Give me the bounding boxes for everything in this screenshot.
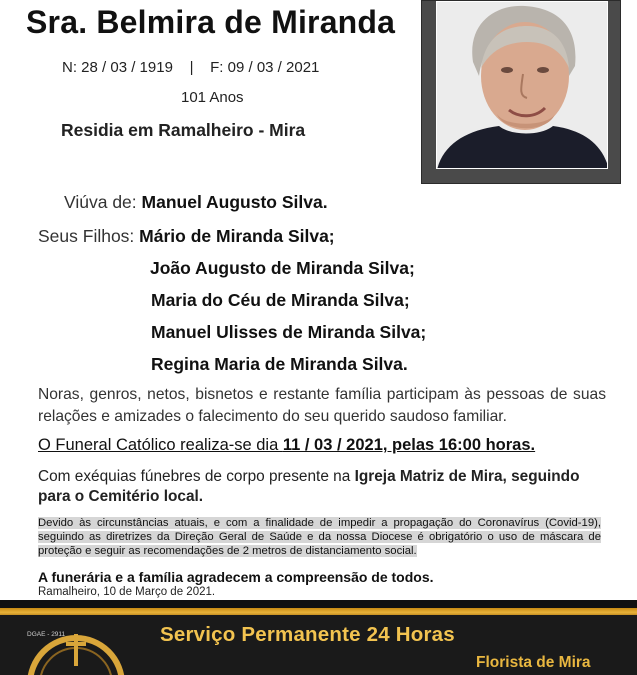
funeral-prefix: O Funeral Católico realiza-se dia <box>38 436 283 454</box>
covid-notice-text: Devido às circunstâncias atuais, e com a finalidade de impedir a propagação do Coronavírus (Covid-19), seguindo as diretrizes da Direção Geral de Saúde e da nossa Diocese é obrigatório o uso de máscara de proteção e seguir as recomendações de 2 metros de distanciamento social. <box>38 517 601 557</box>
child-name: João Augusto de Miranda Silva; <box>150 258 415 278</box>
child-name: Manuel Ulisses de Miranda Silva; <box>151 322 427 342</box>
elderly-woman-portrait <box>437 2 608 169</box>
portrait-frame <box>421 0 621 184</box>
exequies-info <box>38 467 608 507</box>
funeral-datetime: 11 / 03 / 2021, pelas 16:00 horas. <box>282 436 536 454</box>
exequies-place: Igreja Matriz de Mira, seguindo para o Cemitério local. <box>38 468 580 505</box>
portrait-photo <box>436 1 608 169</box>
age: 101 Anos <box>181 89 244 106</box>
family-announcement: Noras, genros, netos, bisnetos e restante família participam às pessoas de suas relações e amizades o falecimento do seu querido saudoso familiar. <box>38 386 606 425</box>
children-label: Seus Filhos: <box>38 226 135 246</box>
child-name: Maria do Céu de Miranda Silva; <box>151 290 410 310</box>
birth-death-dates: N: 28 / 03 / 1919 | F: 09 / 03 / 2021 <box>62 59 320 76</box>
license-number: DGAE - 2911 <box>27 631 66 638</box>
service-banner-text: Serviço Permanente 24 Horas <box>160 623 455 646</box>
place-date: Ramalheiro, 10 de Março de 2021. <box>38 586 216 598</box>
child-name: Regina Maria de Miranda Silva. <box>151 354 408 374</box>
child-name: Mário de Miranda Silva; <box>139 226 335 246</box>
spouse-name: Manuel Augusto Silva. <box>141 192 328 212</box>
deceased-name: Sra. Belmira de Miranda <box>26 4 396 40</box>
children-first-line <box>38 226 335 247</box>
funeral-info <box>38 436 535 455</box>
footer-banner <box>0 600 637 675</box>
spouse-line <box>64 192 328 213</box>
exequies-prefix: Com exéquias fúnebres de corpo presente na <box>38 468 355 485</box>
florist-name: Florista de Mira <box>476 654 591 671</box>
residence: Residia em Ramalheiro - Mira <box>61 120 306 140</box>
widow-label: Viúva de: <box>64 192 137 212</box>
thanks-message: A funerária e a família agradecem a compreensão de todos. <box>38 569 434 585</box>
covid-notice <box>38 516 601 558</box>
